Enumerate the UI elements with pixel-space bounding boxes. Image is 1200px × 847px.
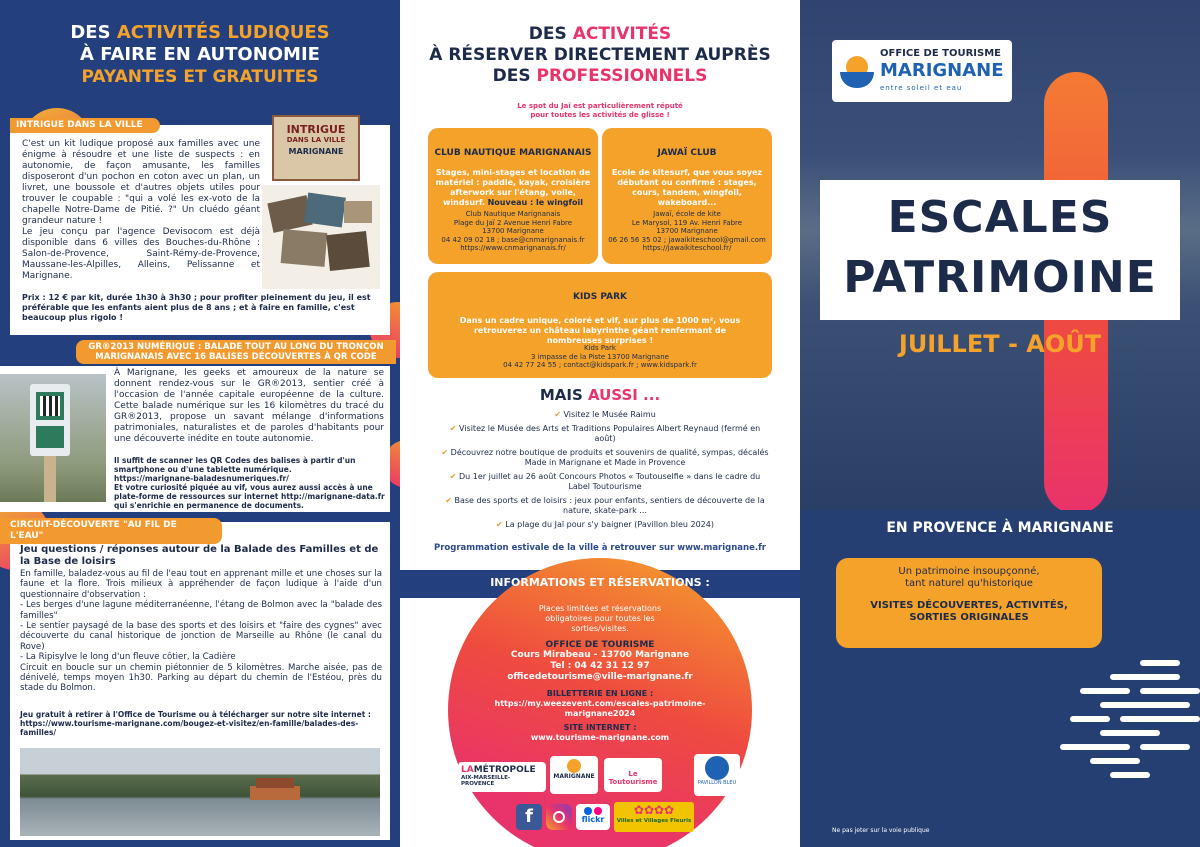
date-label: JUILLET - AOÛT <box>898 330 1102 358</box>
left-panel <box>0 0 400 847</box>
list-item: ✔ Du 1er juillet au 26 août Concours Photos « Toutouselfie » dans le cadre du Label Toutourisme <box>449 472 761 491</box>
programmation-text: Programmation estivale de la ville à retrouver sur www.marignane.fr <box>434 543 766 553</box>
gr-tag: GR®2013 NUMÉRIQUE : BALADE TOUT AU LONG DU TRONÇON MARIGNANAIS AVEC 16 BALISES DÉCOUVERTES À QR CODE <box>76 340 396 364</box>
gr-text: À Marignane, les geeks et amoureux de la nature se donnent rendez-vous sur le GR®2013, sentier créé à l'occasion de l'année capitale européenne de la culture. Cette balade numérique sur les 16 kilomètres du tracé du GR®2013, propose un savant mélange d'informations patrimoniales, naturalistes et de paroles d'habitants pour une découverte inédite en toute autonomie. <box>114 368 384 444</box>
right-panel <box>800 0 1200 847</box>
pavillon-bleu-logo: PAVILLON BLEU <box>694 754 740 796</box>
club-box <box>428 128 598 264</box>
billetterie-link[interactable]: https://my.weezevent.com/escales-patrimoine-marignane2024 <box>494 699 706 718</box>
intrigue-card <box>10 120 390 335</box>
jawai-box <box>602 128 772 264</box>
mais-aussi-title: MAIS AUSSI ... <box>539 386 661 404</box>
qr-post-image <box>0 374 106 502</box>
intrigue-price: Prix : 12 € par kit, durée 1h30 à 3h30 ; pour profiter pleinement du jeu, il est préférable que les enfants aient plus de 8 ans ; et à faire en famille, c'est beaucoup plus rigolo ! <box>22 293 371 322</box>
circuit-download[interactable]: Jeu gratuit à retirer à l'Office de Tourisme ou à télécharger sur notre site internet : https://www.tourisme-marignane.com/bougez-et-visitez/en-famille/balades-des-familles/ <box>20 710 371 737</box>
club-title: CLUB NAUTIQUE MARIGNANAIS <box>434 148 592 158</box>
intrigue-text: C'est un kit ludique proposé aux familles avec une énigme à résoudre et une liste de suspects : en autonomie, de façon amusante, les familles disposeront d'un pochon en coton avec un plan, un livret, une boussole et d'autres objets utiles pour trouver le coupable : "qui a volé les ex-voto de la chapelle Notre-Dame de Pitié. ?" Un cluédo géant grandeur nature ! Le jeu conçu par l'agence Devisocom est déjà disponible dans 6 villes des Bouches-du-Rhône : Salon-de-Provence, Saint-Rémy-de-Provence, Maussane-les-Alpilles, Alleins, Pelissanne et Marignane. <box>22 139 260 281</box>
footer-note: Ne pas jeter sur la voie publique <box>832 827 930 834</box>
facebook-icon[interactable]: f <box>516 804 542 830</box>
list-item: ✔ La plage du Jaï pour s'y baigner (Pavillon bleu 2024) <box>496 520 714 529</box>
left-heading: DES ACTIVITÉS LUDIQUES À FAIRE EN AUTONOMIE PAYANTES ET GRATUITES <box>70 22 330 87</box>
office-email-link[interactable]: officedetourisme@ville-marignane.fr <box>507 672 693 682</box>
marignane-small-logo: MARIGNANE <box>550 756 598 794</box>
club-desc: Stages, mini-stages et location de matériel : paddle, kayak, croisière afterwork sur l'étang, voile, windsurf. Nouveau : le wingfoil <box>435 168 591 207</box>
intrigue-kit-image <box>262 185 380 289</box>
site-link[interactable]: www.tourisme-marignane.com <box>530 733 670 742</box>
circuit-text: En famille, baladez-vous au fil de l'eau tout en apprenant mille et une choses sur la faune et la flore. Trois milieux à appréhender de façon ludique à l'aide d'un questionnaire d'observation : - Les berges d'une lagune méditerranéenne, l'étang de Bolmon avec la "balade des familles" - Le sentier paysagé de la base des sports et des loisirs et "faire des cygnes" avec découverte du canal historique de jonction de Marseille au Rhône (le canal du Rove) - La Ripisylve le long d'un fleuve côtier, la Cadière Circuit en boucle sur un chemin piétonnier de 5 kilomètres. Marche aisée, pas de dénivelé, temps moyen 1h30. Parking au départ du chemin de l'Estéou, près du stade du Bolmon. <box>20 569 382 694</box>
kids-desc: Dans un cadre unique, coloré et vif, sur plus de 1000 m², vous retrouverez un château labyrinthe géant renfermant de nombreuses surprises ! <box>459 316 741 345</box>
circuit-card <box>10 522 390 840</box>
middle-heading: DES ACTIVITÉS À RÉSERVER DIRECTEMENT AUPRÈS DES PROFESSIONNELS <box>429 24 771 86</box>
info-content: Places limitées et réservations obligatoires pour toutes les sorties/visites. OFFICE DE TOURISME Cours Mirabeau - 13700 Marignane Tel : 04 42 31 12 97 officedetourisme@ville-marignane.fr BILLETTERIE EN LIGNE : https://my.weezevent.com/escales-patrimoine-marignane2024 SITE INTERNET : www.tourisme-marignane.com <box>460 604 740 743</box>
middle-panel <box>400 0 800 847</box>
villes-fleuris-logo: ✿✿✿✿ Villes et Villages Fleuris <box>614 802 694 832</box>
toutourisme-logo: Le Toutourisme <box>604 758 662 792</box>
jawai-desc: Ecole de kitesurf, que vous soyez débutant ou confirmé : stages, cours, tandem, wingfoil, wakeboard... <box>611 168 763 207</box>
flickr-icon[interactable]: flickr <box>576 804 610 830</box>
decor-dashes <box>1100 660 1200 810</box>
jawai-title: JAWAÏ CLUB <box>657 148 717 158</box>
intrigue-tag: INTRIGUE DANS LA VILLE <box>10 118 160 133</box>
club-contact: Club Nautique Marignanais Plage du Jaï 2 Avenue Henri Fabre 13700 Marignane 04 42 09 02 18 ; base@cnmarignanais.fr https://www.cnmarignanais.fr/ <box>441 210 585 253</box>
gr-card <box>0 366 390 512</box>
kids-title: KIDS PARK <box>572 292 628 302</box>
kids-box <box>428 272 772 378</box>
provence-label: EN PROVENCE À MARIGNANE <box>886 520 1114 536</box>
list-item: ✔ Découvrez notre boutique de produits et souvenirs de qualité, sympas, décalés Made in Marignane et Made in Provence <box>441 448 769 467</box>
tourism-office-logo: OFFICE DE TOURISME MARIGNANE entre soleil et eau <box>832 40 1012 102</box>
list-item: ✔ Visitez le Musée Raimu <box>554 410 656 419</box>
instagram-icon[interactable] <box>546 804 572 830</box>
metropole-logo: LAMÉTROPOLE AIX-MARSEILLE-PROVENCE <box>458 762 546 792</box>
jawai-contact: Jawaï, école de kite Le Marysol, 119 Av. Henri Fabre 13700 Marignane 06 26 56 35 02 ; jawaikiteschool@gmail.com https://jawaikiteschool.fr/ <box>608 210 766 253</box>
gr-link[interactable]: https://marignane-baladesnumeriques.fr/ <box>114 474 289 483</box>
circuit-tag: CIRCUIT-DÉCOUVERTE "AU FIL DE L'EAU" <box>0 518 222 544</box>
info-title: INFORMATIONS ET RÉSERVATIONS : <box>490 576 710 589</box>
circuit-title: Jeu questions / réponses autour de la Balade des Familles et de la Base de loisirs <box>20 544 379 567</box>
spot-text: Le spot du Jaï est particulièrement réputé pour toutes les activités de glisse ! <box>517 102 683 119</box>
mais-aussi-list <box>440 410 770 534</box>
list-item: ✔ Base des sports et de loisirs : jeux pour enfants, sentiers de découverte de la nature, skate-park ... <box>445 496 765 515</box>
kids-contact: Kids Park 3 impasse de la Piste 13700 Marignane 04 42 77 24 55 ; contact@kidspark.fr ; www.kidspark.fr <box>503 344 697 370</box>
list-item: ✔ Visitez le Musée des Arts et Traditions Populaires Albert Reynaud (fermé en août) <box>449 424 761 443</box>
gr-qr-text: Il suffit de scanner les QR Codes des balises à partir d'un smartphone ou d'une tablette numérique. https://marignane-baladesnumeriques.fr/ Et votre curiosité piquée au vif, vous aurez aussi accès à une plate-forme de ressources sur internet http://marignane-data.fr qui s'enrichie en permanence de documents. <box>114 456 385 510</box>
main-title: ESCALES PATRIMOINE <box>843 192 1157 303</box>
partner-logos <box>458 752 748 842</box>
intrigue-logo: INTRIGUE DANS LA VILLE MARIGNANE <box>272 115 360 181</box>
tagline-text: Un patrimoine insoupçonné, tant naturel qu'historique VISITES DÉCOUVERTES, ACTIVITÉS, SORTIES ORIGINALES <box>870 566 1068 623</box>
lagoon-photo <box>20 748 380 836</box>
sun-icon <box>840 54 874 88</box>
